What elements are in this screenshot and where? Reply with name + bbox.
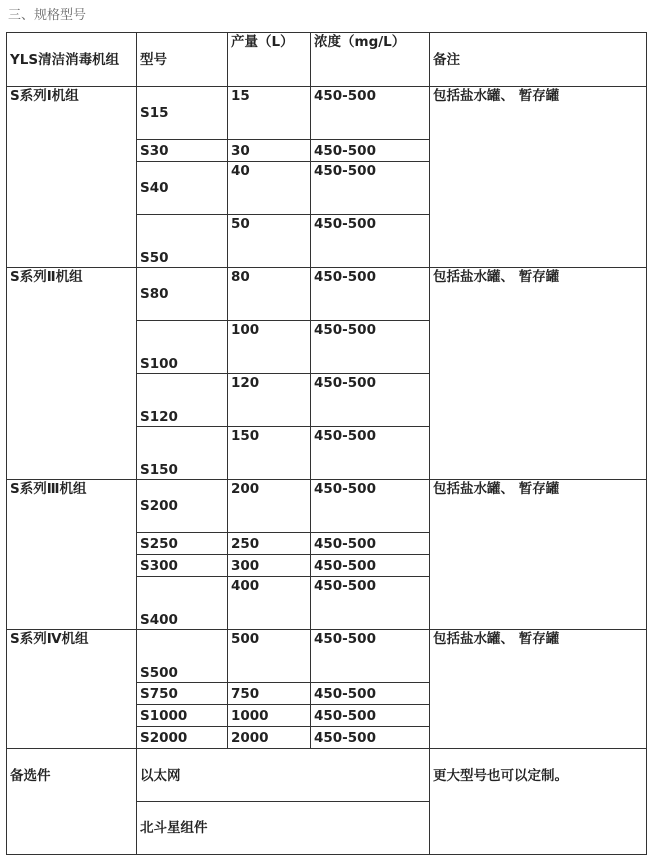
header-model: 型号 [137, 33, 228, 87]
concentration-cell: 450-500 [311, 268, 430, 321]
spec-table [6, 32, 647, 855]
concentration-cell: 450-500 [311, 533, 430, 555]
output-cell: 15 [228, 87, 311, 140]
model-cell: S40 [137, 162, 228, 215]
model-cell: S100 [137, 321, 228, 374]
remark-cell: 包括盐水罐、 暂存罐 [430, 87, 647, 268]
series-cell: S系列Ⅰ机组 [7, 87, 137, 268]
remark-cell: 包括盐水罐、 暂存罐 [430, 630, 647, 749]
concentration-cell: 450-500 [311, 427, 430, 480]
output-cell: 500 [228, 630, 311, 683]
output-cell: 2000 [228, 727, 311, 749]
section-heading: 三、规格型号 [8, 8, 87, 23]
concentration-cell: 450-500 [311, 555, 430, 577]
model-cell: S200 [137, 480, 228, 533]
header-series: YLS清洁消毒机组 [7, 33, 137, 87]
header-concentration: 浓度（mg/L） [311, 33, 430, 87]
concentration-cell: 450-500 [311, 727, 430, 749]
concentration-cell: 450-500 [311, 705, 430, 727]
table-row [7, 87, 647, 140]
model-cell: S15 [137, 87, 228, 140]
model-cell: S250 [137, 533, 228, 555]
model-cell: S2000 [137, 727, 228, 749]
output-cell: 750 [228, 683, 311, 705]
output-cell: 300 [228, 555, 311, 577]
concentration-cell: 450-500 [311, 374, 430, 427]
output-cell: 100 [228, 321, 311, 374]
remark-cell: 包括盐水罐、 暂存罐 [430, 480, 647, 630]
series-cell: S系列Ⅱ机组 [7, 268, 137, 480]
output-cell: 30 [228, 140, 311, 162]
concentration-cell: 450-500 [311, 683, 430, 705]
model-cell: S1000 [137, 705, 228, 727]
optional-item: 以太网 [137, 749, 430, 802]
concentration-cell: 450-500 [311, 321, 430, 374]
concentration-cell: 450-500 [311, 162, 430, 215]
table-row [7, 630, 647, 683]
output-cell: 50 [228, 215, 311, 268]
series-cell: S系列Ⅳ机组 [7, 630, 137, 749]
output-cell: 400 [228, 577, 311, 630]
output-cell: 40 [228, 162, 311, 215]
model-cell: S120 [137, 374, 228, 427]
series-cell: S系列Ⅲ机组 [7, 480, 137, 630]
model-cell: S300 [137, 555, 228, 577]
concentration-cell: 450-500 [311, 577, 430, 630]
output-cell: 1000 [228, 705, 311, 727]
optional-item: 北斗星组件 [137, 802, 430, 855]
output-cell: 80 [228, 268, 311, 321]
concentration-cell: 450-500 [311, 87, 430, 140]
concentration-cell: 450-500 [311, 630, 430, 683]
header-output: 产量（L） [228, 33, 311, 87]
model-cell: S750 [137, 683, 228, 705]
output-cell: 250 [228, 533, 311, 555]
table-row [7, 480, 647, 533]
optional-row [7, 749, 647, 802]
model-cell: S150 [137, 427, 228, 480]
model-cell: S50 [137, 215, 228, 268]
concentration-cell: 450-500 [311, 140, 430, 162]
concentration-cell: 450-500 [311, 480, 430, 533]
output-cell: 200 [228, 480, 311, 533]
optional-remark: 更大型号也可以定制。 [430, 749, 647, 855]
model-cell: S500 [137, 630, 228, 683]
optional-label: 备选件 [7, 749, 137, 855]
remark-cell: 包括盐水罐、 暂存罐 [430, 268, 647, 480]
output-cell: 120 [228, 374, 311, 427]
model-cell: S30 [137, 140, 228, 162]
model-cell: S400 [137, 577, 228, 630]
model-cell: S80 [137, 268, 228, 321]
header-remarks: 备注 [430, 33, 647, 87]
table-row [7, 268, 647, 321]
output-cell: 150 [228, 427, 311, 480]
header-row [7, 33, 647, 87]
concentration-cell: 450-500 [311, 215, 430, 268]
